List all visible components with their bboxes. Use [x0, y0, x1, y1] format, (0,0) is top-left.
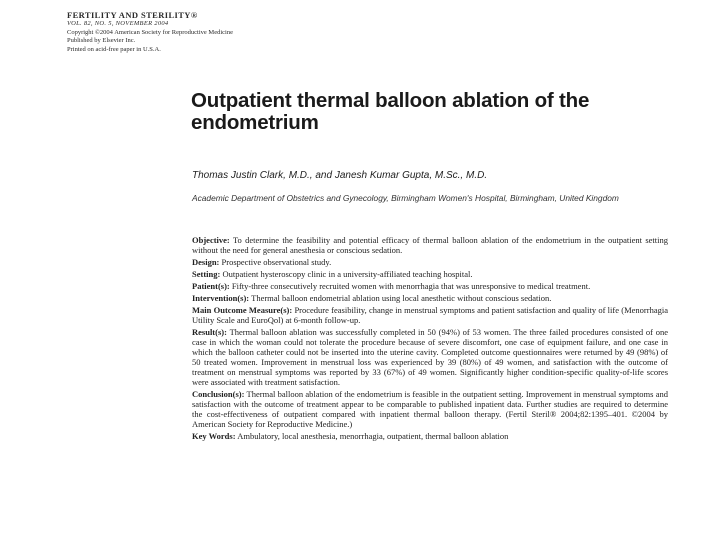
section-text: Outpatient hysteroscopy clinic in a university-affiliated teaching hospital.: [222, 269, 473, 280]
section-label: Objective:: [192, 235, 230, 245]
section-text: To determine the feasibility and potential efficacy of thermal balloon ablation of the endometrium in the outpatient setting without the need for general anesthesia or conscious sedation.: [192, 235, 668, 255]
section-text: Fifty-three consecutively recruited women with menorrhagia that was unresponsive to medical treatment.: [231, 281, 591, 292]
journal-volume: VOL. 82, NO. 5, NOVEMBER 2004: [67, 20, 169, 27]
abstract-results: [192, 328, 668, 387]
section-label: Setting:: [192, 269, 221, 280]
abstract-setting: [192, 270, 668, 280]
abstract: [192, 236, 668, 444]
abstract-conclusions: [192, 390, 668, 430]
section-text: Thermal balloon ablation of the endometrium is feasible in the outpatient setting. Improvement in menstrual symptoms and satisfaction with the outcome of treatment appear to be comparable to published inpatient data. Further studies are required to determine the cost-effectiveness of outpatient compared with inpatient thermal balloon therapy. (Fertil Steril® 2004;82:1395–401. ©2004 by American Society for Reproductive Medicine.): [192, 389, 668, 429]
section-label: Main Outcome Measure(s):: [192, 305, 293, 316]
section-text: Prospective observational study.: [221, 257, 332, 267]
abstract-interventions: [192, 294, 668, 304]
section-text: Ambulatory, local anesthesia, menorrhagia, outpatient, thermal balloon ablation: [237, 430, 509, 441]
section-label: Intervention(s):: [192, 293, 250, 304]
copyright-line: Copyright ©2004 American Society for Reproductive Medicine: [67, 28, 233, 36]
abstract-patients: [192, 282, 668, 292]
section-label: Conclusion(s):: [192, 389, 245, 399]
abstract-key-words: [192, 432, 668, 442]
abstract-objective: [192, 236, 668, 256]
section-label: Design:: [192, 257, 220, 267]
journal-masthead: [67, 10, 327, 54]
section-text: Procedure feasibility, change in menstrual symptoms and patient satisfaction and quality of life (Menorrhagia Utility Scale and EuroQol) at 6-month follow-up.: [192, 305, 668, 326]
article-title: Outpatient thermal balloon ablation of the endometrium: [191, 89, 590, 134]
article-affiliation: Academic Department of Obstetrics and Gynecology, Birmingham Women's Hospital, Birmingham, United Kingdom: [192, 193, 619, 203]
section-label: Patient(s):: [192, 281, 230, 292]
section-label: Result(s):: [192, 327, 227, 338]
abstract-design: [192, 258, 668, 268]
journal-name: FERTILITY AND STERILITY®: [67, 10, 198, 20]
publisher-line: Published by Elsevier Inc.: [67, 37, 136, 45]
section-text: Thermal balloon endometrial ablation using local anesthetic without conscious sedation.: [251, 293, 552, 304]
section-label: Key Words:: [192, 430, 236, 441]
article-authors: Thomas Justin Clark, M.D., and Janesh Kumar Gupta, M.Sc., M.D.: [192, 170, 488, 181]
abstract-outcome-measures: [192, 306, 668, 326]
section-text: Thermal balloon ablation was successfully completed in 50 (94%) of 53 women. The three failed procedures consisted of one case in which the woman could not tolerate the procedure because of severe discomfort, one case of equipment failure, and one case in which the balloon catheter could not be inserted into the uterine cavity. Completed outcome questionnaires were returned by 49 (98%) of 50 treated women. Improvement in menstrual loss was experienced by 39 (80%) of 49 women, and satisfaction with the outcome of treatment on menstrual symptoms was reported by 33 (67%) of 49 women. Significantly higher condition-specific quality-of-life scores were associated with treatment satisfaction.: [192, 327, 668, 387]
printed-line: Printed on acid-free paper in U.S.A.: [67, 45, 161, 53]
